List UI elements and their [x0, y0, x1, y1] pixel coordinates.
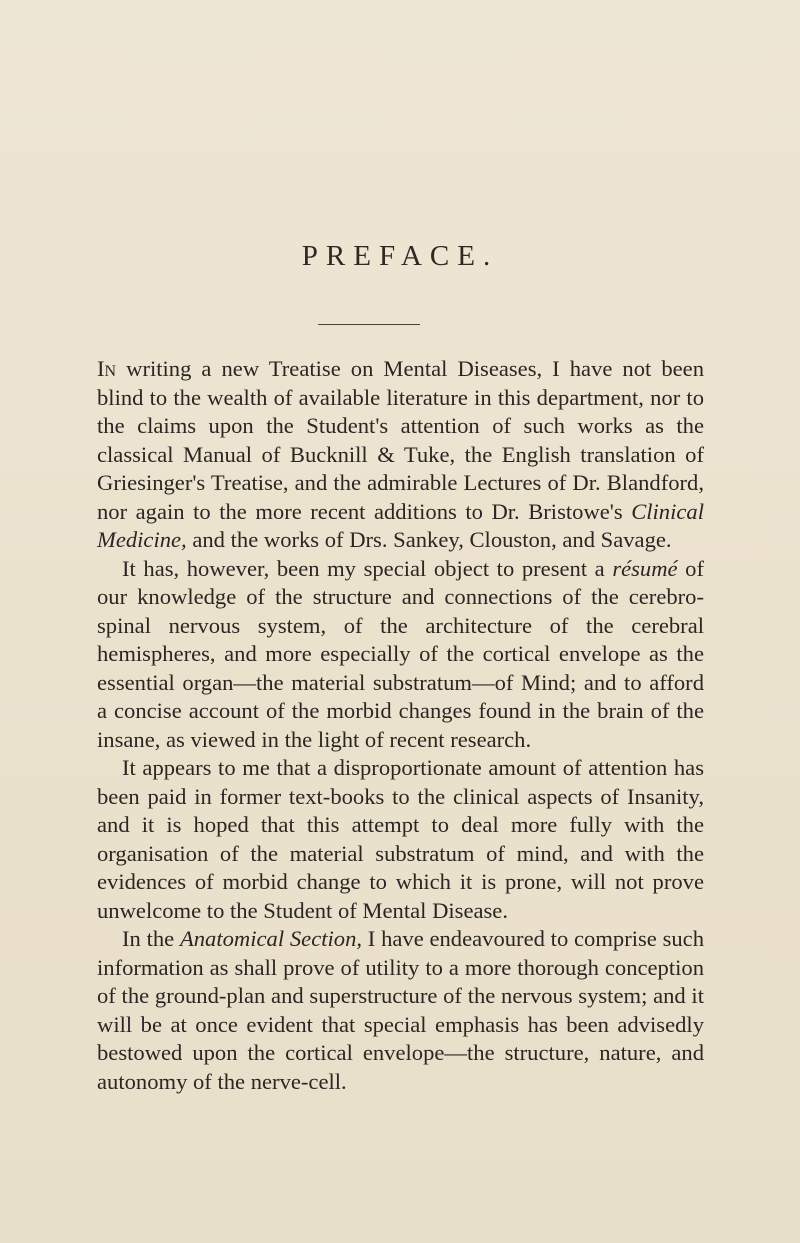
heading-divider [318, 324, 420, 325]
paragraph-4-italic: Anatomical Section, [179, 926, 363, 951]
paragraph-4-text-b: I have endeavoured to comprise such information as shall prove of utility to a more thorough conception of the ground-plan and superstructure of the nervous system; and it will be at once evident that special emphasis has been advisedly bestowed upon the cortical envelope—the structure, nature, and autonomy of the nerve-cell. [97, 926, 704, 1094]
paragraph-2-italic: résumé [612, 555, 678, 581]
paragraph-1-italic: Clinical Medicine, [97, 498, 704, 552]
paragraph-1 [97, 355, 704, 555]
paragraph-1-text-a: writing a new Treatise on Mental Diseases, I have not been blind to the wealth of available literature in this department, nor to the claims upon the Student's attention of such works as the classical Manual of Bucknill & Tuke, the English translation of Griesinger's Treatise, and the admirable Lectures of Dr. Blandford, nor again to the more recent additions to Dr. Bristowe's [97, 356, 704, 524]
preface-heading: PREFACE. [301, 240, 499, 272]
paragraph-4 [97, 925, 704, 1096]
paragraph-2-text-b: of our knowledge of the structure and connections of the cerebro-spinal nervous system, of the architecture of the cerebral hemispheres, and more especially of the cortical envelope as the essential organ—the material substratum—of Mind; and to afford a concise account of the morbid changes found in the brain of the insane, as viewed in the light of recent research. [97, 555, 704, 752]
paragraph-2-text-a: It has, however, been my special object to present a [122, 555, 613, 581]
paragraph-2 [97, 555, 704, 755]
paragraph-3: It appears to me that a disproportionate amount of attention has been paid in former text-books to the clinical aspects of Insanity, and it is hoped that this attempt to deal more fully with the organisation of the material substratum of mind, and with the evidences of morbid change to which it is prone, will not prove unwelcome to the Student of Mental Disease. [97, 755, 704, 923]
paragraph-4-text-a: In the [122, 926, 180, 951]
paragraph-1-lead: In [97, 356, 117, 381]
paragraph-1-text-b: and the works of Drs. Sankey, Clouston, and Savage. [186, 527, 672, 552]
preface-body [97, 355, 704, 1096]
